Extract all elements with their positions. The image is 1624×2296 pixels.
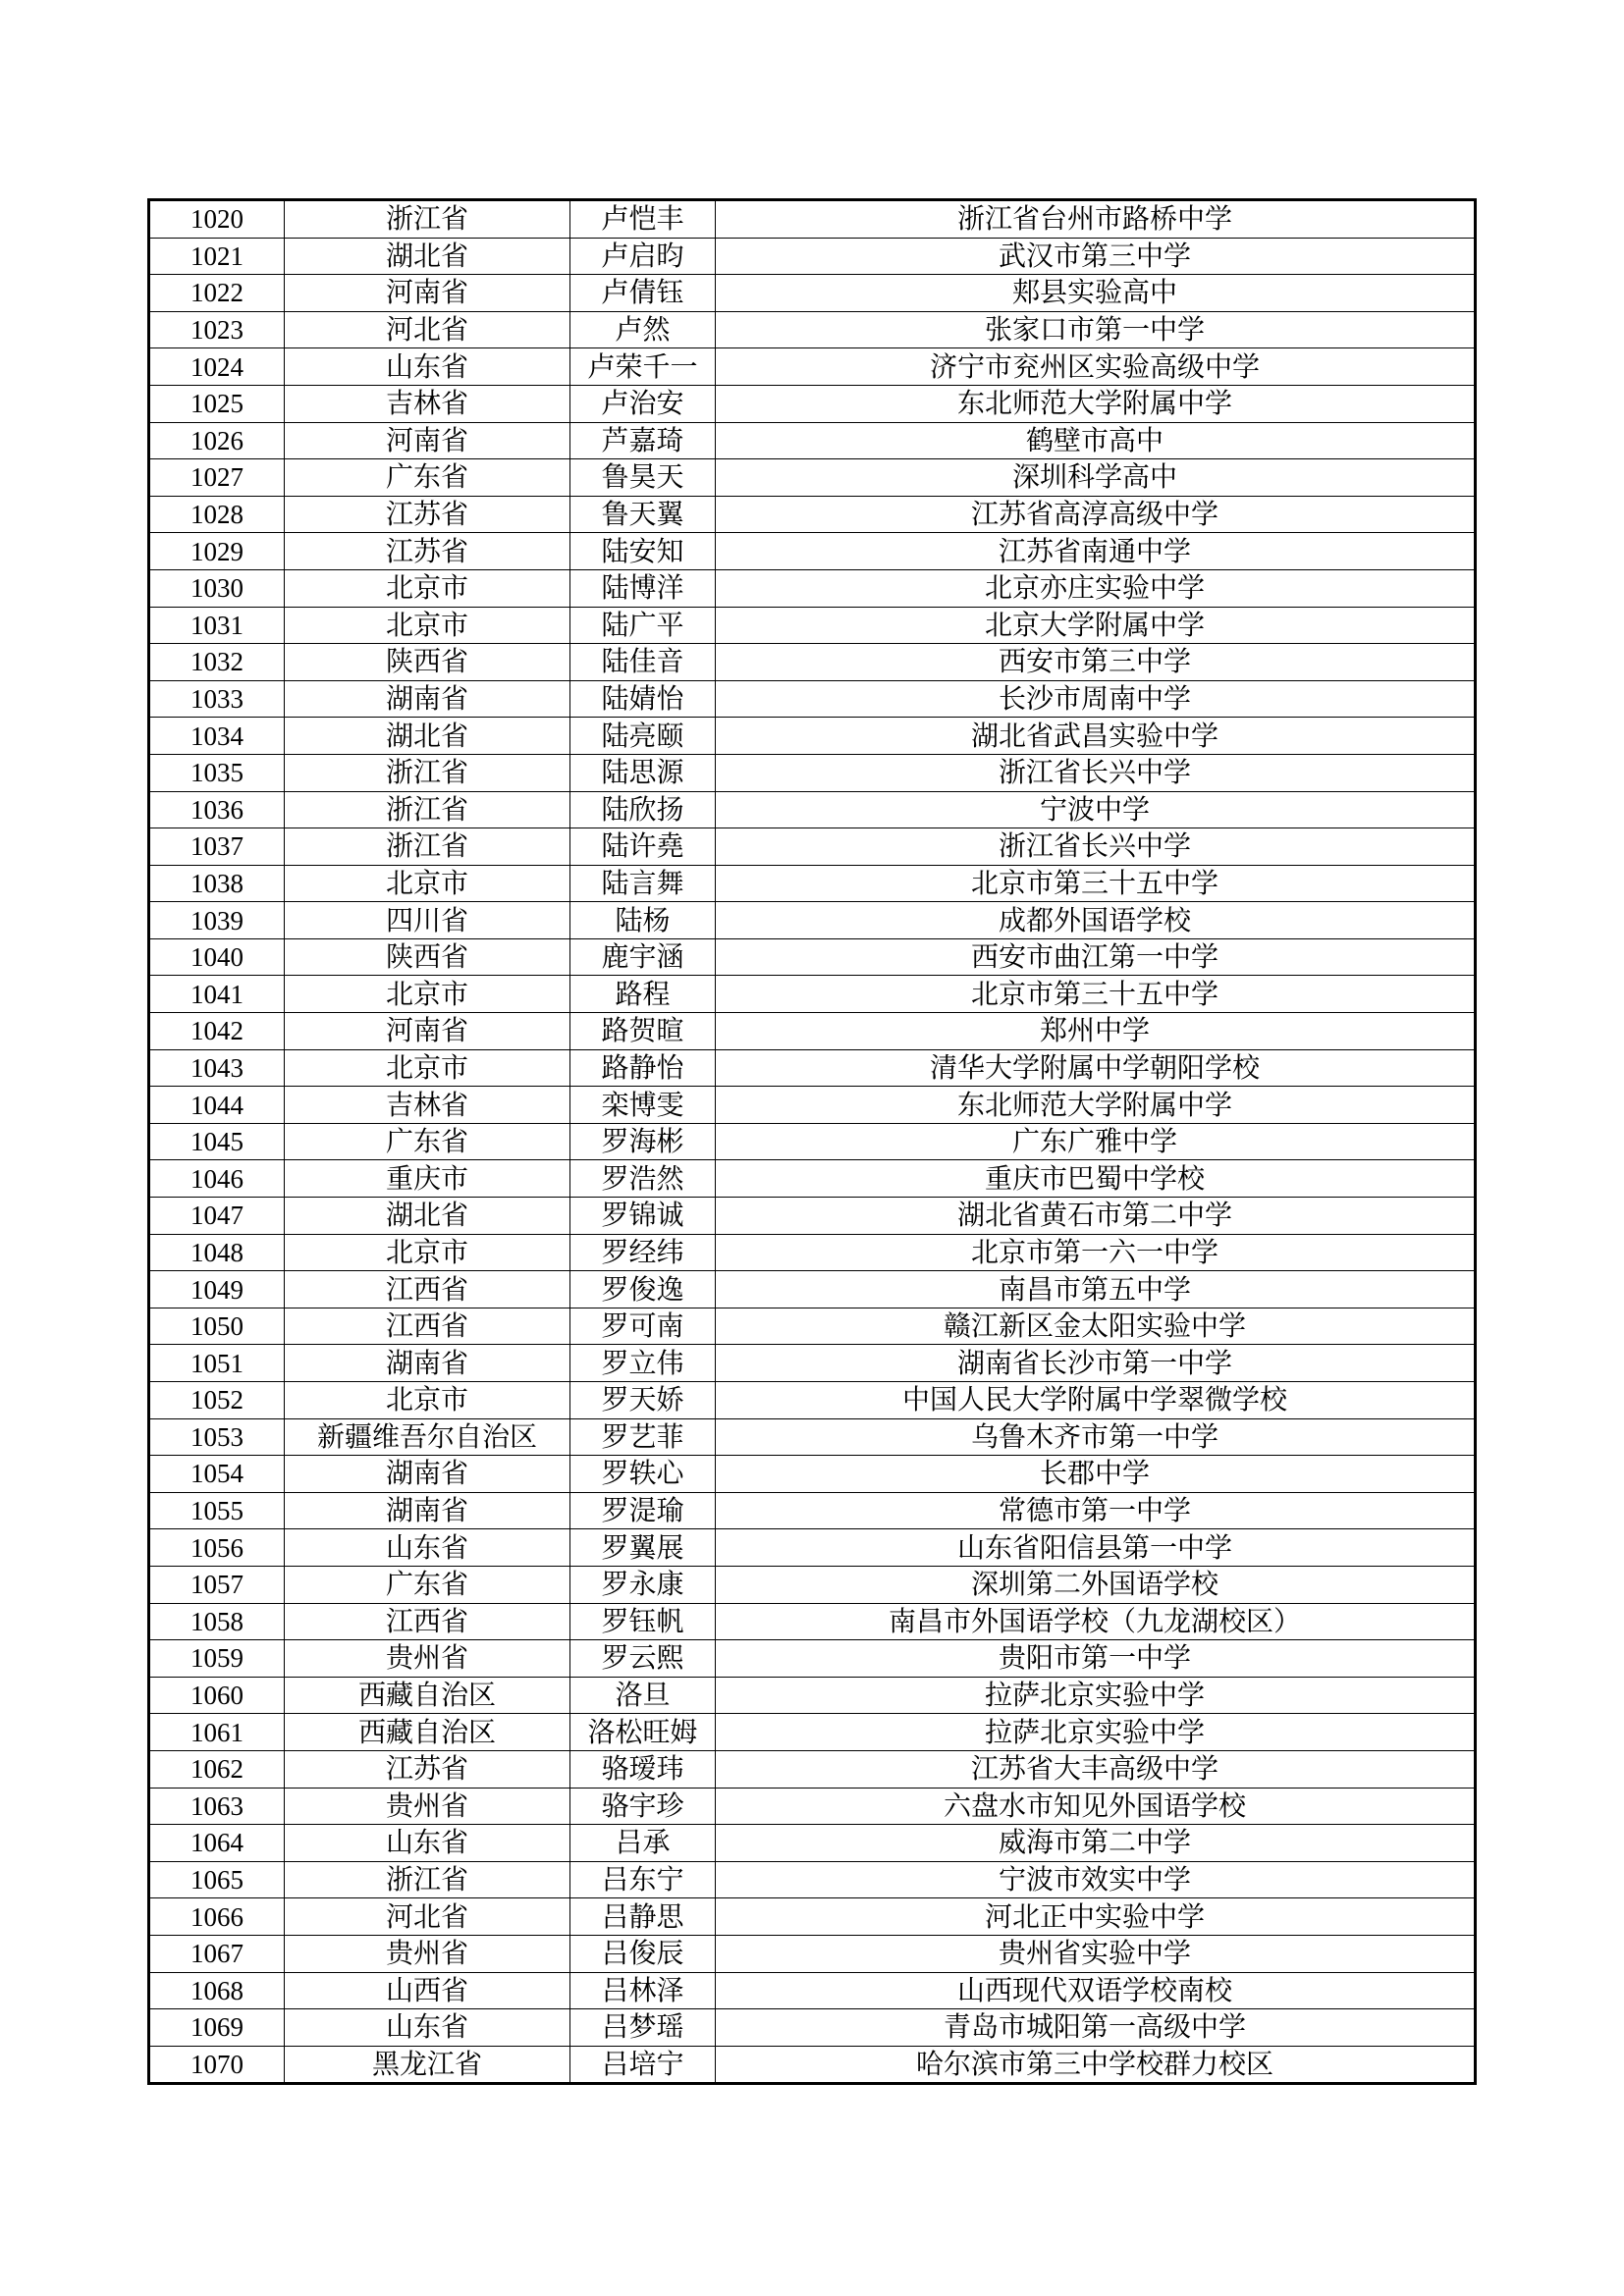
table-row [150, 1160, 1475, 1198]
student-name-cell: 罗翼展 [570, 1529, 716, 1567]
table-row [150, 422, 1475, 459]
school-cell: 江苏省高淳高级中学 [716, 496, 1475, 533]
table-row [150, 496, 1475, 533]
entry-number-cell: 1051 [150, 1345, 285, 1382]
table-row [150, 1049, 1475, 1087]
student-name-cell: 罗永康 [570, 1566, 716, 1603]
entry-number-cell: 1054 [150, 1456, 285, 1493]
table-row [150, 718, 1475, 755]
student-name-cell: 吕梦瑶 [570, 2009, 716, 2047]
table-row [150, 1677, 1475, 1714]
school-cell: 郏县实验高中 [716, 275, 1475, 312]
entry-number-cell: 1032 [150, 644, 285, 681]
entry-number-cell: 1029 [150, 533, 285, 570]
table-row [150, 1788, 1475, 1825]
table-row [150, 1714, 1475, 1751]
school-cell: 西安市曲江第一中学 [716, 938, 1475, 976]
entry-number-cell: 1043 [150, 1049, 285, 1087]
entry-number-cell: 1062 [150, 1750, 285, 1788]
entry-number-cell: 1055 [150, 1492, 285, 1529]
province-cell: 湖南省 [285, 680, 570, 718]
school-cell: 东北师范大学附属中学 [716, 385, 1475, 422]
province-cell: 湖北省 [285, 1198, 570, 1235]
school-cell: 鹤壁市高中 [716, 422, 1475, 459]
student-name-cell: 卢荣千一 [570, 348, 716, 386]
student-name-cell: 卢治安 [570, 385, 716, 422]
province-cell: 山东省 [285, 2009, 570, 2047]
student-name-cell: 罗可南 [570, 1308, 716, 1345]
school-cell: 南昌市外国语学校（九龙湖校区） [716, 1603, 1475, 1640]
student-name-cell: 陆杨 [570, 902, 716, 939]
table-row [150, 902, 1475, 939]
table-row [150, 275, 1475, 312]
province-cell: 陕西省 [285, 938, 570, 976]
student-name-cell: 陆亮颐 [570, 718, 716, 755]
entry-number-cell: 1048 [150, 1234, 285, 1271]
table-row [150, 1087, 1475, 1124]
province-cell: 江苏省 [285, 1750, 570, 1788]
school-cell: 哈尔滨市第三中学校群力校区 [716, 2046, 1475, 2083]
table-row [150, 1750, 1475, 1788]
entry-number-cell: 1033 [150, 680, 285, 718]
table-row [150, 1418, 1475, 1456]
student-name-cell: 陆思源 [570, 754, 716, 791]
table-row [150, 607, 1475, 644]
table-row [150, 348, 1475, 386]
school-cell: 浙江省台州市路桥中学 [716, 201, 1475, 239]
student-name-cell: 罗浩然 [570, 1160, 716, 1198]
table-row [150, 828, 1475, 866]
student-name-cell: 骆瑷玮 [570, 1750, 716, 1788]
student-name-cell: 洛旦 [570, 1677, 716, 1714]
table-row [150, 2046, 1475, 2083]
student-name-cell: 卢恺丰 [570, 201, 716, 239]
province-cell: 北京市 [285, 976, 570, 1013]
table-row [150, 1898, 1475, 1936]
province-cell: 浙江省 [285, 754, 570, 791]
table-row [150, 1271, 1475, 1308]
entry-number-cell: 1053 [150, 1418, 285, 1456]
school-cell: 宁波市效实中学 [716, 1861, 1475, 1898]
student-name-cell: 罗天娇 [570, 1382, 716, 1419]
entry-number-cell: 1069 [150, 2009, 285, 2047]
province-cell: 山东省 [285, 1529, 570, 1567]
school-cell: 深圳第二外国语学校 [716, 1566, 1475, 1603]
table-row [150, 533, 1475, 570]
table-row [150, 1529, 1475, 1567]
entry-number-cell: 1050 [150, 1308, 285, 1345]
table-row [150, 1935, 1475, 1972]
school-cell: 山东省阳信县第一中学 [716, 1529, 1475, 1567]
student-name-cell: 卢倩钰 [570, 275, 716, 312]
province-cell: 湖北省 [285, 238, 570, 275]
table-row [150, 680, 1475, 718]
school-cell: 长沙市周南中学 [716, 680, 1475, 718]
school-cell: 贵阳市第一中学 [716, 1640, 1475, 1678]
student-name-cell: 吕东宁 [570, 1861, 716, 1898]
school-cell: 武汉市第三中学 [716, 238, 1475, 275]
entry-number-cell: 1024 [150, 348, 285, 386]
entry-number-cell: 1037 [150, 828, 285, 866]
student-name-cell: 吕承 [570, 1825, 716, 1862]
province-cell: 河南省 [285, 275, 570, 312]
school-cell: 六盘水市知见外国语学校 [716, 1788, 1475, 1825]
table-row [150, 1123, 1475, 1160]
entry-number-cell: 1038 [150, 865, 285, 902]
student-name-cell: 吕静思 [570, 1898, 716, 1936]
school-cell: 乌鲁木齐市第一中学 [716, 1418, 1475, 1456]
table-row [150, 1603, 1475, 1640]
school-cell: 郑州中学 [716, 1013, 1475, 1050]
table-row [150, 1861, 1475, 1898]
school-cell: 深圳科学高中 [716, 459, 1475, 497]
school-cell: 东北师范大学附属中学 [716, 1087, 1475, 1124]
school-cell: 湖北省黄石市第二中学 [716, 1198, 1475, 1235]
province-cell: 北京市 [285, 1382, 570, 1419]
entry-number-cell: 1030 [150, 569, 285, 607]
student-name-cell: 陆安知 [570, 533, 716, 570]
province-cell: 湖南省 [285, 1492, 570, 1529]
school-cell: 北京大学附属中学 [716, 607, 1475, 644]
province-cell: 江苏省 [285, 533, 570, 570]
table-row [150, 865, 1475, 902]
school-cell: 宁波中学 [716, 791, 1475, 828]
student-name-cell: 罗锦诚 [570, 1198, 716, 1235]
table-row [150, 1566, 1475, 1603]
roster-body [150, 201, 1475, 2083]
student-name-cell: 卢然 [570, 311, 716, 348]
province-cell: 北京市 [285, 865, 570, 902]
entry-number-cell: 1040 [150, 938, 285, 976]
school-cell: 张家口市第一中学 [716, 311, 1475, 348]
school-cell: 北京市第三十五中学 [716, 976, 1475, 1013]
entry-number-cell: 1031 [150, 607, 285, 644]
school-cell: 浙江省长兴中学 [716, 828, 1475, 866]
entry-number-cell: 1067 [150, 1935, 285, 1972]
table-row [150, 1825, 1475, 1862]
entry-number-cell: 1041 [150, 976, 285, 1013]
table-row [150, 385, 1475, 422]
province-cell: 山东省 [285, 1825, 570, 1862]
table-row [150, 976, 1475, 1013]
roster-table [149, 200, 1475, 2083]
table-row [150, 1382, 1475, 1419]
school-cell: 中国人民大学附属中学翠微学校 [716, 1382, 1475, 1419]
table-row [150, 1234, 1475, 1271]
school-cell: 西安市第三中学 [716, 644, 1475, 681]
province-cell: 广东省 [285, 459, 570, 497]
table-row [150, 1013, 1475, 1050]
entry-number-cell: 1057 [150, 1566, 285, 1603]
entry-number-cell: 1059 [150, 1640, 285, 1678]
student-name-cell: 罗艺菲 [570, 1418, 716, 1456]
student-name-cell: 鲁天翼 [570, 496, 716, 533]
school-cell: 南昌市第五中学 [716, 1271, 1475, 1308]
province-cell: 北京市 [285, 1234, 570, 1271]
entry-number-cell: 1028 [150, 496, 285, 533]
student-name-cell: 吕林泽 [570, 1972, 716, 2009]
province-cell: 河北省 [285, 311, 570, 348]
province-cell: 四川省 [285, 902, 570, 939]
entry-number-cell: 1034 [150, 718, 285, 755]
province-cell: 山西省 [285, 1972, 570, 2009]
table-row [150, 1492, 1475, 1529]
table-row [150, 791, 1475, 828]
province-cell: 贵州省 [285, 1935, 570, 1972]
entry-number-cell: 1020 [150, 201, 285, 239]
table-row [150, 644, 1475, 681]
province-cell: 江苏省 [285, 496, 570, 533]
table-row [150, 311, 1475, 348]
student-name-cell: 骆宇珍 [570, 1788, 716, 1825]
school-cell: 江苏省南通中学 [716, 533, 1475, 570]
entry-number-cell: 1064 [150, 1825, 285, 1862]
student-name-cell: 路程 [570, 976, 716, 1013]
table-row [150, 2009, 1475, 2047]
province-cell: 浙江省 [285, 828, 570, 866]
entry-number-cell: 1049 [150, 1271, 285, 1308]
entry-number-cell: 1026 [150, 422, 285, 459]
school-cell: 拉萨北京实验中学 [716, 1714, 1475, 1751]
school-cell: 河北正中实验中学 [716, 1898, 1475, 1936]
student-name-cell: 路静怡 [570, 1049, 716, 1087]
entry-number-cell: 1042 [150, 1013, 285, 1050]
school-cell: 青岛市城阳第一高级中学 [716, 2009, 1475, 2047]
province-cell: 浙江省 [285, 201, 570, 239]
entry-number-cell: 1035 [150, 754, 285, 791]
student-name-cell: 罗立伟 [570, 1345, 716, 1382]
entry-number-cell: 1066 [150, 1898, 285, 1936]
table-row [150, 459, 1475, 497]
entry-number-cell: 1063 [150, 1788, 285, 1825]
entry-number-cell: 1021 [150, 238, 285, 275]
student-name-cell: 陆许堯 [570, 828, 716, 866]
province-cell: 江西省 [285, 1603, 570, 1640]
table-row [150, 201, 1475, 239]
student-name-cell: 洛松旺姆 [570, 1714, 716, 1751]
entry-number-cell: 1047 [150, 1198, 285, 1235]
school-cell: 湖北省武昌实验中学 [716, 718, 1475, 755]
province-cell: 江西省 [285, 1271, 570, 1308]
school-cell: 清华大学附属中学朝阳学校 [716, 1049, 1475, 1087]
province-cell: 吉林省 [285, 385, 570, 422]
school-cell: 成都外国语学校 [716, 902, 1475, 939]
student-name-cell: 陆博洋 [570, 569, 716, 607]
province-cell: 浙江省 [285, 1861, 570, 1898]
province-cell: 北京市 [285, 607, 570, 644]
entry-number-cell: 1065 [150, 1861, 285, 1898]
province-cell: 西藏自治区 [285, 1714, 570, 1751]
entry-number-cell: 1058 [150, 1603, 285, 1640]
school-cell: 北京亦庄实验中学 [716, 569, 1475, 607]
student-name-cell: 罗钰帆 [570, 1603, 716, 1640]
province-cell: 河南省 [285, 422, 570, 459]
entry-number-cell: 1068 [150, 1972, 285, 2009]
table-row [150, 1308, 1475, 1345]
province-cell: 重庆市 [285, 1160, 570, 1198]
student-name-cell: 罗湜瑜 [570, 1492, 716, 1529]
school-cell: 赣江新区金太阳实验中学 [716, 1308, 1475, 1345]
province-cell: 湖北省 [285, 718, 570, 755]
table-row [150, 1972, 1475, 2009]
school-cell: 威海市第二中学 [716, 1825, 1475, 1862]
school-cell: 重庆市巴蜀中学校 [716, 1160, 1475, 1198]
school-cell: 北京市第一六一中学 [716, 1234, 1475, 1271]
entry-number-cell: 1061 [150, 1714, 285, 1751]
province-cell: 贵州省 [285, 1640, 570, 1678]
entry-number-cell: 1025 [150, 385, 285, 422]
province-cell: 黑龙江省 [285, 2046, 570, 2083]
school-cell: 北京市第三十五中学 [716, 865, 1475, 902]
school-cell: 广东广雅中学 [716, 1123, 1475, 1160]
student-name-cell: 吕培宁 [570, 2046, 716, 2083]
table-row [150, 1198, 1475, 1235]
school-cell: 拉萨北京实验中学 [716, 1677, 1475, 1714]
student-name-cell: 路贺暄 [570, 1013, 716, 1050]
province-cell: 贵州省 [285, 1788, 570, 1825]
table-row [150, 1456, 1475, 1493]
student-name-cell: 罗经纬 [570, 1234, 716, 1271]
province-cell: 西藏自治区 [285, 1677, 570, 1714]
table-row [150, 938, 1475, 976]
province-cell: 广东省 [285, 1123, 570, 1160]
student-name-cell: 鹿宇涵 [570, 938, 716, 976]
student-name-cell: 罗海彬 [570, 1123, 716, 1160]
student-name-cell: 陆婧怡 [570, 680, 716, 718]
province-cell: 山东省 [285, 348, 570, 386]
student-name-cell: 陆广平 [570, 607, 716, 644]
province-cell: 陕西省 [285, 644, 570, 681]
province-cell: 河南省 [285, 1013, 570, 1050]
student-name-cell: 罗轶心 [570, 1456, 716, 1493]
school-cell: 常德市第一中学 [716, 1492, 1475, 1529]
entry-number-cell: 1044 [150, 1087, 285, 1124]
table-row [150, 238, 1475, 275]
student-name-cell: 吕俊辰 [570, 1935, 716, 1972]
school-cell: 长郡中学 [716, 1456, 1475, 1493]
student-name-cell: 陆佳音 [570, 644, 716, 681]
entry-number-cell: 1023 [150, 311, 285, 348]
entry-number-cell: 1036 [150, 791, 285, 828]
school-cell: 江苏省大丰高级中学 [716, 1750, 1475, 1788]
entry-number-cell: 1045 [150, 1123, 285, 1160]
entry-number-cell: 1022 [150, 275, 285, 312]
province-cell: 吉林省 [285, 1087, 570, 1124]
student-name-cell: 罗云熙 [570, 1640, 716, 1678]
school-cell: 贵州省实验中学 [716, 1935, 1475, 1972]
entry-number-cell: 1046 [150, 1160, 285, 1198]
entry-number-cell: 1052 [150, 1382, 285, 1419]
province-cell: 河北省 [285, 1898, 570, 1936]
student-name-cell: 陆欣扬 [570, 791, 716, 828]
province-cell: 湖南省 [285, 1345, 570, 1382]
province-cell: 江西省 [285, 1308, 570, 1345]
student-name-cell: 栾博雯 [570, 1087, 716, 1124]
entry-number-cell: 1056 [150, 1529, 285, 1567]
student-name-cell: 鲁昊天 [570, 459, 716, 497]
table-row [150, 754, 1475, 791]
school-cell: 湖南省长沙市第一中学 [716, 1345, 1475, 1382]
entry-number-cell: 1070 [150, 2046, 285, 2083]
entry-number-cell: 1039 [150, 902, 285, 939]
student-name-cell: 卢启昀 [570, 238, 716, 275]
table-row [150, 1345, 1475, 1382]
student-name-cell: 陆言舞 [570, 865, 716, 902]
school-cell: 山西现代双语学校南校 [716, 1972, 1475, 2009]
table-row [150, 1640, 1475, 1678]
province-cell: 新疆维吾尔自治区 [285, 1418, 570, 1456]
province-cell: 浙江省 [285, 791, 570, 828]
school-cell: 济宁市兖州区实验高级中学 [716, 348, 1475, 386]
province-cell: 北京市 [285, 1049, 570, 1087]
province-cell: 广东省 [285, 1566, 570, 1603]
table-row [150, 569, 1475, 607]
student-name-cell: 罗俊逸 [570, 1271, 716, 1308]
student-name-cell: 芦嘉琦 [570, 422, 716, 459]
school-cell: 浙江省长兴中学 [716, 754, 1475, 791]
province-cell: 湖南省 [285, 1456, 570, 1493]
province-cell: 北京市 [285, 569, 570, 607]
entry-number-cell: 1027 [150, 459, 285, 497]
entry-number-cell: 1060 [150, 1677, 285, 1714]
